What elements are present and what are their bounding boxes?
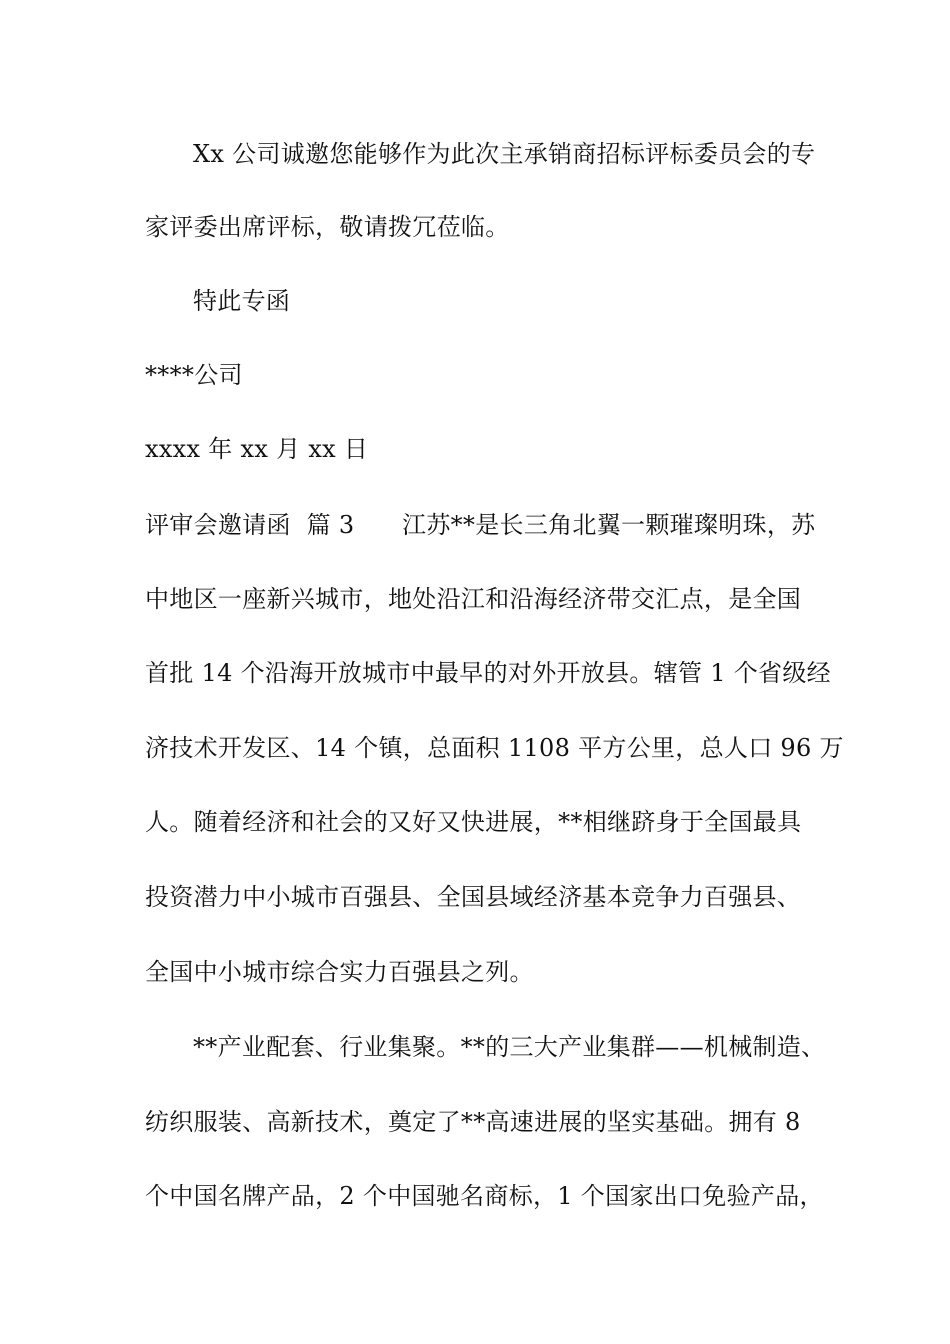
sender-company: ****公司 [145,361,243,389]
paragraph-line: 首批 14 个沿海开放城市中最早的对外开放县。辖管 1 个省级经 [145,659,831,687]
paragraph-line: **产业配套、行业集聚。**的三大产业集群——机械制造、 [193,1033,826,1061]
paragraph-line: 济技术开发区、14 个镇，总面积 1108 平方公里，总人口 96 万 [145,734,844,762]
paragraph-line: 家评委出席评标，敬请拨冗莅临。 [145,213,510,241]
paragraph-line: 个中国名牌产品，2 个中国驰名商标，1 个国家出口免验产品， [145,1182,824,1210]
paragraph-line: 人。随着经济和社会的又好又快进展，**相继跻身于全国最具 [145,808,802,836]
closing-phrase: 特此专函 [193,287,291,315]
paragraph-line: 投资潜力中小城市百强县、全国县域经济基本竞争力百强县、 [145,883,802,911]
paragraph-line: 纺织服装、高新技术，奠定了**高速进展的坚实基础。拥有 8 [145,1108,801,1136]
paragraph-line: Xx 公司诚邀您能够作为此次主承销商招标评标委员会的专 [193,140,816,168]
paragraph-line: 全国中小城市综合实力百强县之列。 [145,958,534,986]
letter-date: xxxx 年 xx 月 xx 日 [145,435,369,463]
paragraph-line: 中地区一座新兴城市，地处沿江和沿海经济带交汇点，是全国 [145,585,802,613]
section-heading-line: 评审会邀请函 篇 3 江苏**是长三角北翼一颗璀璨明珠，苏 [145,511,816,539]
